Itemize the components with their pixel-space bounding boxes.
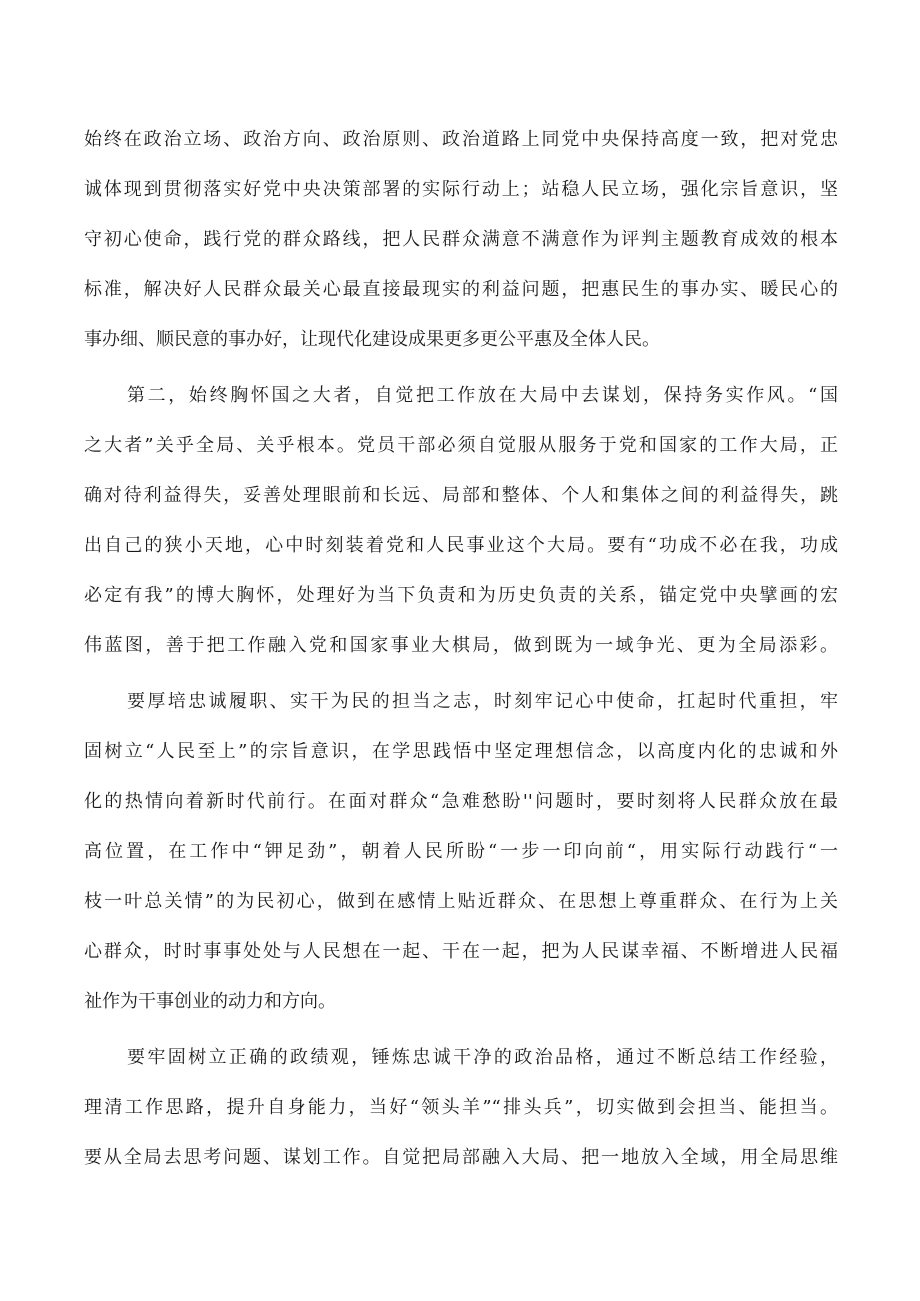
text-line: 事办细、顺民意的事办好，让现代化建设成果更多更公平惠及全体人民。	[84, 329, 660, 350]
text-line: 必定有我”的博大胸怀，处理好为当下负责和为历史负责的关系，锚定党中央擘画的宏	[84, 585, 838, 606]
text-line: 理清工作思路，提升自身能力，当好“领头羊”“排头兵”，切实做到会担当、能担当。	[84, 1097, 838, 1118]
text-line: 确对待利益得失，妥善处理眼前和长远、局部和整体、个人和集体之间的利益得失，跳	[84, 485, 838, 506]
text-line: 化的热情向着新时代前行。在面对群众“急难愁盼''问题时，要时刻将人民群众放在最	[84, 791, 838, 812]
text-line: 出自己的狭小天地，心中时刻装着党和人民事业这个大局。要有“功成不必在我，功成	[84, 535, 838, 556]
text-line: 始终在政治立场、政治方向、政治原则、政治道路上同党中央保持高度一致，把对党忠	[84, 129, 838, 150]
text-line: 要厚培忠诚履职、实干为民的担当之志，时刻牢记心中使命，扛起时代重担，牢	[127, 691, 838, 712]
text-line: 标准，解决好人民群众最关心最直接最现实的利益问题，把惠民生的事办实、暖民心的	[84, 279, 838, 300]
text-line: 要牢固树立正确的政绩观，锤炼忠诚干净的政治品格，通过不断总结工作经验，	[127, 1047, 838, 1068]
text-line: 伟蓝图，善于把工作融入党和国家事业大棋局，做到既为一域争光、更为全局添彩。	[84, 635, 838, 656]
text-line: 祉作为干事创业的动力和方向。	[84, 991, 336, 1012]
text-line: 要从全局去思考问题、谋划工作。自觉把局部融入大局、把一地放入全域，用全局思维	[84, 1147, 838, 1168]
text-line: 枝一叶总关情”的为民初心，做到在感情上贴近群众、在思想上尊重群众、在行为上关	[84, 891, 838, 912]
text-line: 之大者”关乎全局、关乎根本。党员干部必须自觉服从服务于党和国家的工作大局，正	[84, 435, 838, 456]
text-line: 守初心使命，践行党的群众路线，把人民群众满意不满意作为评判主题教育成效的根本	[84, 229, 838, 250]
text-line: 高位置，在工作中“钾足劲”，朝着人民所盼“一步一印向前“，用实际行动践行“一	[84, 841, 838, 862]
text-line: 固树立“人民至上”的宗旨意识，在学思践悟中坚定理想信念，以高度内化的忠诚和外	[84, 741, 838, 762]
text-line: 第二，始终胸怀国之大者，自觉把工作放在大局中去谋划，保持务实作风。“国	[127, 385, 838, 406]
text-line: 诚体现到贯彻落实好党中央决策部署的实际行动上；站稳人民立场，强化宗旨意识，坚	[84, 179, 838, 200]
text-line: 心群众，时时事事处处与人民想在一起、干在一起，把为人民谋幸福、不断增进人民福	[84, 941, 838, 962]
